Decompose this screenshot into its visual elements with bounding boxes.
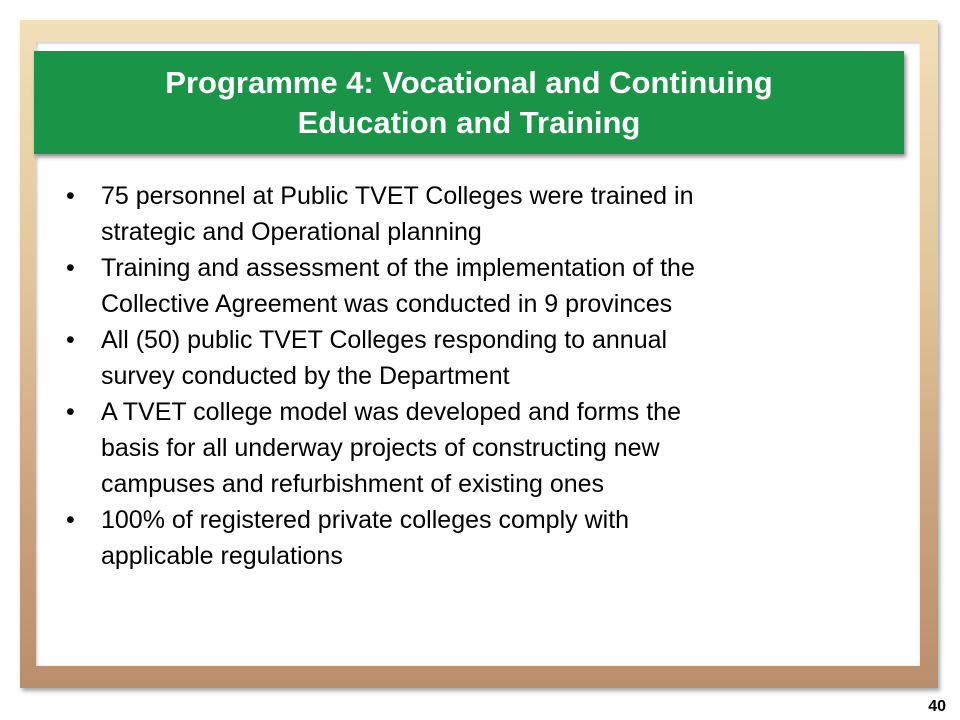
bullet-symbol: • [66, 506, 75, 534]
title-banner [34, 51, 904, 154]
bullet-5-line-1: 100% of registered private colleges comply with [101, 506, 630, 534]
bullet-4-line-1: A TVET college model was developed and forms the [101, 398, 681, 426]
bullet-symbol: • [66, 326, 75, 354]
bullet-symbol: • [66, 182, 75, 210]
bullet-5-line-2: applicable regulations [101, 542, 343, 570]
bullet-1-line-1: 75 personnel at Public TVET Colleges were trained in [101, 182, 694, 210]
bullet-3-line-1: All (50) public TVET Colleges responding to annual [101, 326, 668, 354]
bullet-1-line-2: strategic and Operational planning [101, 218, 482, 246]
bullet-item-1 [66, 178, 886, 250]
page-number: 40 [928, 698, 946, 715]
title-line-1: Programme 4: Vocational and Continuing [165, 64, 773, 100]
bullet-2-line-2: Collective Agreement was conducted in 9 provinces [101, 290, 673, 318]
bullet-item-3 [66, 322, 886, 394]
bullet-symbol: • [66, 398, 75, 426]
bullet-item-4 [66, 394, 886, 502]
bullet-2-line-1: Training and assessment of the implementation of the [101, 254, 695, 282]
bullet-symbol: • [66, 254, 75, 282]
bullet-list [66, 178, 886, 574]
title-line-2: Education and Training [297, 104, 641, 140]
bullet-item-5 [66, 502, 886, 574]
bullet-4-line-2: basis for all underway projects of constructing new [101, 434, 660, 462]
bullet-3-line-2: survey conducted by the Department [101, 362, 510, 390]
bullet-4-line-3: campuses and refurbishment of existing ones [101, 470, 605, 498]
bullet-item-2 [66, 250, 886, 322]
